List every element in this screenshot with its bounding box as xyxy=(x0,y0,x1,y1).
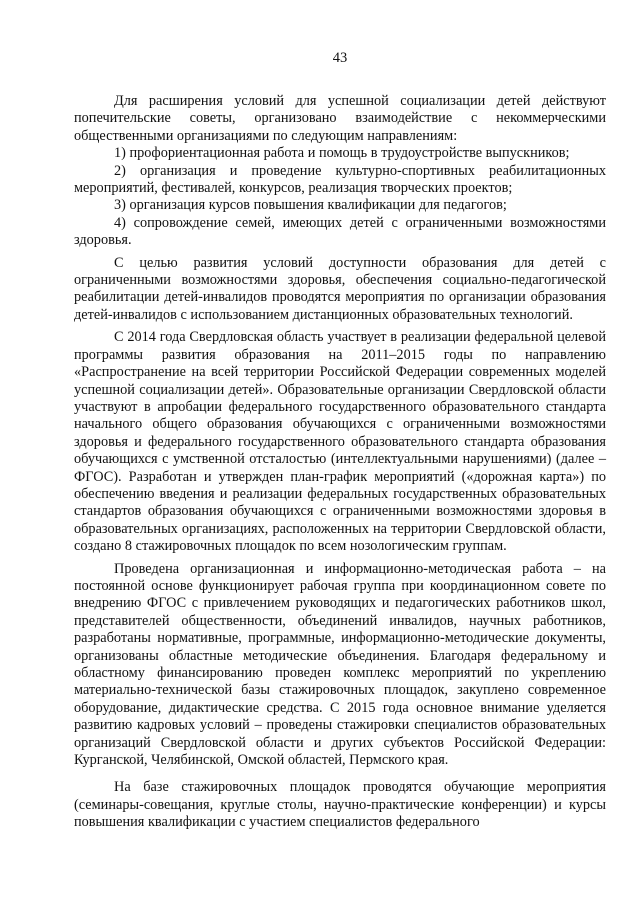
paragraph-training-events: На базе стажировочных площадок проводятся обучающие мероприятия (семинары-совещания, круглые столы, научно-практические конференции) и курсы повышения квалификации с участием специалистов федерального xyxy=(74,779,606,831)
list-item-teacher-training: 3) организация курсов повышения квалификации для педагогов; xyxy=(114,197,507,214)
paragraph-methodical-work: Проведена организационная и информационно-методическая работа – на постоянной основе функционирует рабочая группа при координационном совете по внедрению ФГОС с привлечением руководящих и педагогических работников школ, представителей общественности, объединений инвалидов, научных работников, разработаны нормативные, программные, информационно-методические документы, организованы областные методические объединения. Благодаря федеральному и областному финансированию проведен комплекс мероприятий по укреплению материально-технической базы стажировочных площадок, закуплено современное оборудование, дидактические средства. С 2015 года основное внимание уделяется развитию кадровых условий – проведены стажировки специалистов образовательных организаций Свердловской области и других субъектов Российской Федерации: Курганской, Челябинской, Омской областей, Пермского края. xyxy=(74,560,606,769)
list-item-family-support: 4) сопровождение семей, имеющих детей с ограниченными возможностями здоровья. xyxy=(74,214,606,249)
body-text xyxy=(74,93,606,832)
paragraph-distance-education: С целью развития условий доступности образования для детей с ограниченными возможностями здоровья, обеспечения социально-педагогической реабилитации детей-инвалидов проводятся мероприятия по организации образования детей-инвалидов с использованием дистанционных образовательных технологий. xyxy=(74,254,606,323)
page-number: 43 xyxy=(332,50,348,66)
list-item-career-guidance: 1) профориентационная работа и помощь в трудоустройстве выпускников; xyxy=(114,145,570,162)
paragraph-federal-program: С 2014 года Свердловская область участвует в реализации федеральной целевой программы развития образования на 2011–2015 годы по направлению «Распространение на всей территории Российской Федерации современных моделей успешной социализации детей». Образовательные организации Свердловской области участвуют в апробации федерального государственного образовательного стандарта начального общего образования обучающихся с ограниченными возможностями здоровья и федерального государственного образовательного стандарта образования обучающихся с умственной отсталостью (интеллектуальными нарушениями) (далее – ФГОС). Разработан и утвержден план-график мероприятий («дорожная карта») по обеспечению введения и реализации федеральных государственных образовательных стандартов образования обучающихся с ограниченными возможностями здоровья в образовательных организациях, расположенных на территории Свердловской области, создано 8 стажировочных площадок по всем нозологическим группам. xyxy=(74,329,606,555)
paragraph-socialization-intro: Для расширения условий для успешной социализации детей действуют попечительские советы, организовано взаимодействие с некоммерческими общественными организациями по следующим направлениям: xyxy=(74,93,606,144)
list-item-cultural-sports-events: 2) организация и проведение культурно-спортивных реабилитационных мероприятий, фестивалей, конкурсов, реализация творческих проектов; xyxy=(74,162,606,197)
